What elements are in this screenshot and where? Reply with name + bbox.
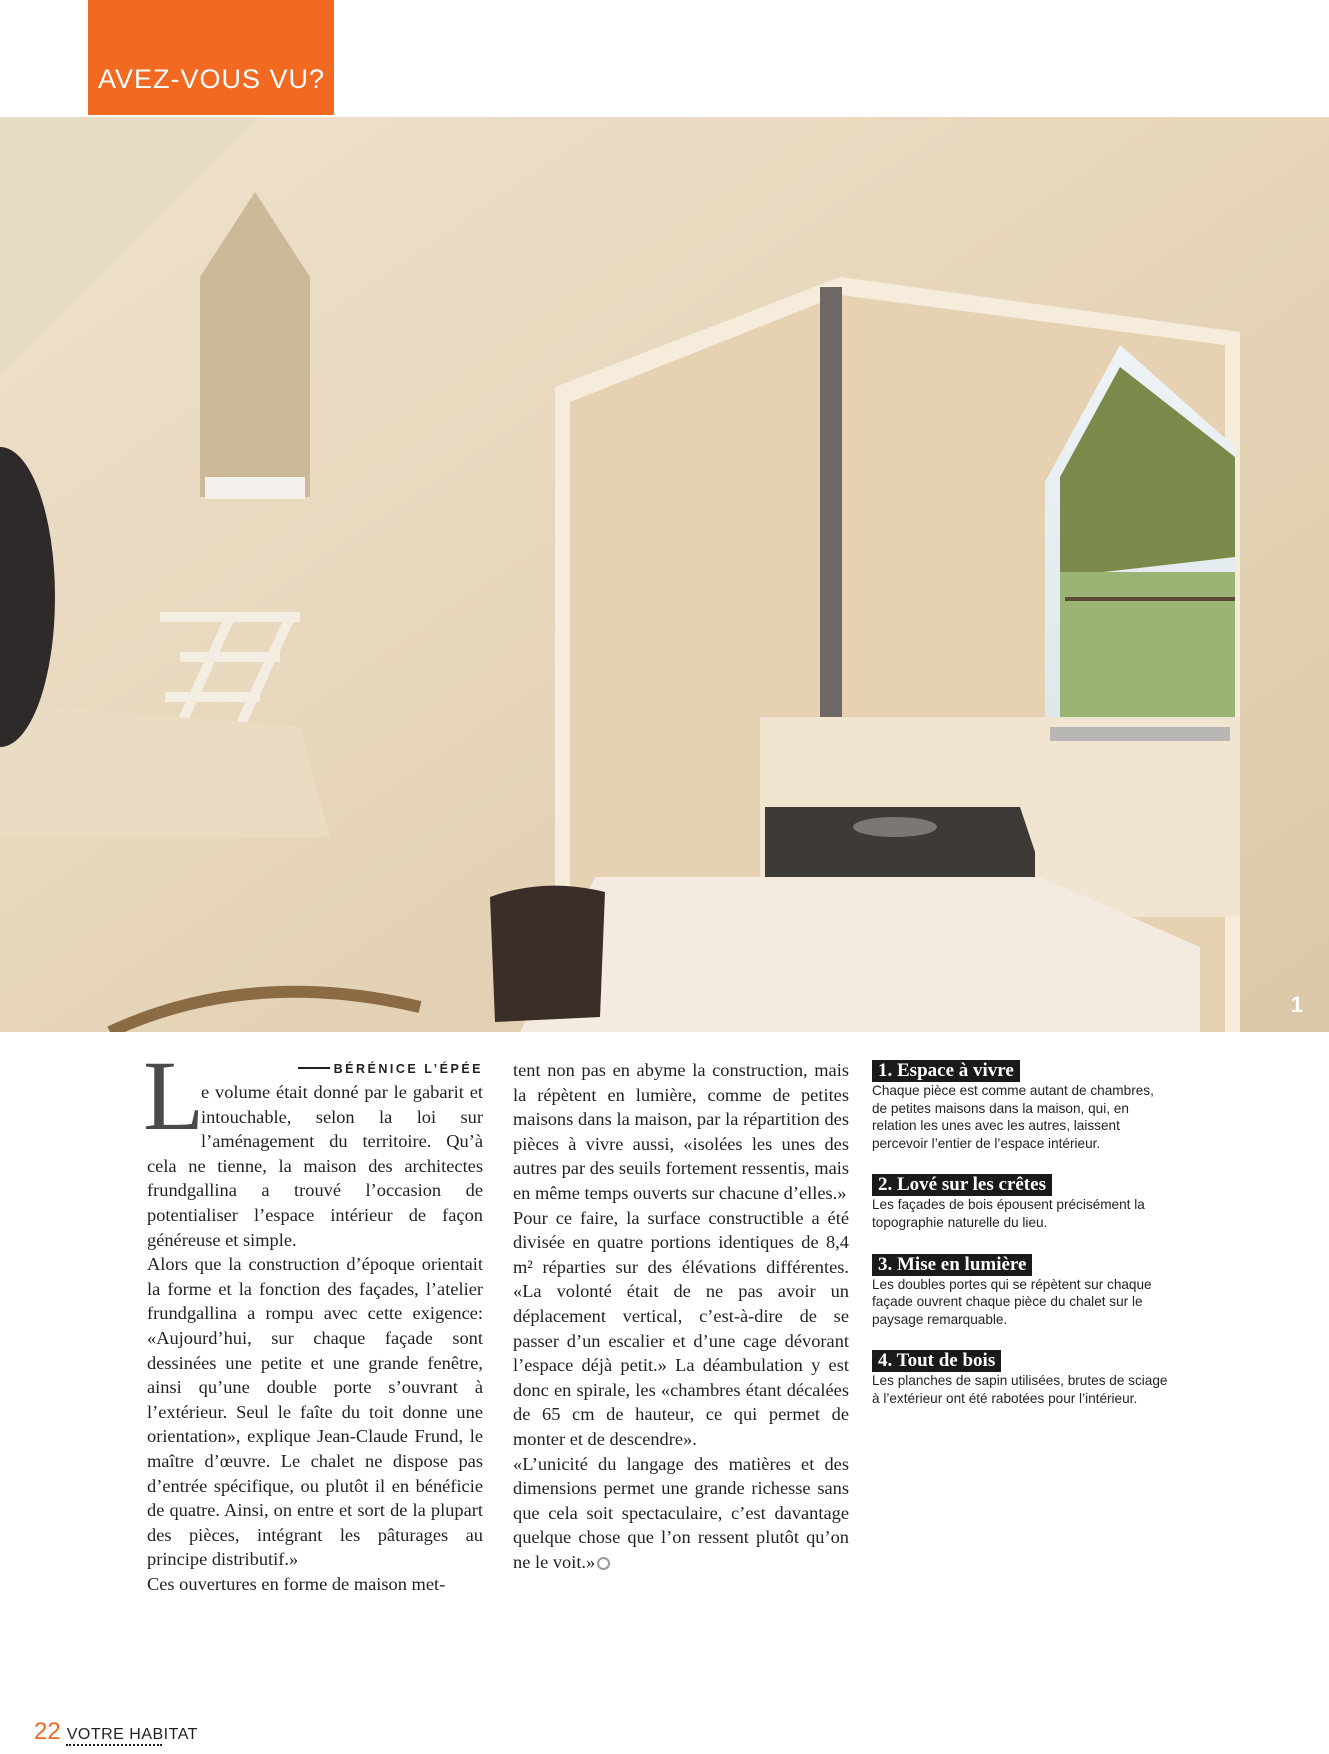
article-closing-text: «L’unicité du langage des matières et des dimensions permet une grande richesse sans que cela soit spectaculaire, c’est davantage quelque chose que l’on ressent plutôt qu’on ne le voit.» [513, 1453, 849, 1572]
end-mark-icon [597, 1557, 610, 1570]
caption-sidebar [872, 1060, 1172, 1430]
author-name: BÉRÉNICE L’ÉPÉE [333, 1062, 483, 1076]
caption-title: 4. Tout de bois [872, 1350, 1001, 1372]
caption-item [872, 1174, 1172, 1231]
article-paragraph: Ces ouvertures en forme de maison met- [147, 1573, 446, 1594]
dropcap: L [143, 1040, 205, 1151]
caption-item [872, 1350, 1172, 1407]
photo-number: 1 [1290, 992, 1303, 1017]
article-paragraph: tent non pas en abyme la construction, mais la répètent en lumière, comme de petites maisons dans la maison, par la répartition des pièces à vivre aussi, «isolées les unes des autres par des seuils fortement ressentis, mais en même temps ouverts sur chacune d’elles.» [513, 1060, 849, 1203]
byline-arrow-icon [298, 1067, 330, 1069]
caption-title: 2. Lové sur les crêtes [872, 1174, 1052, 1196]
article-paragraph [513, 1452, 849, 1575]
caption-text: Les façades de bois épousent précisément la topographie naturelle du lieu. [872, 1197, 1145, 1230]
page-footer [34, 1718, 198, 1746]
magazine-name: VOTRE HABITAT [66, 1726, 198, 1743]
page-number: 22 [34, 1718, 61, 1745]
caption-title: 3. Mise en lumière [872, 1254, 1032, 1276]
chalet-interior-photo [0, 117, 1329, 1032]
caption-item [872, 1060, 1172, 1152]
article-column-2 [513, 1058, 849, 1574]
photo-illustration [0, 117, 1329, 1032]
footer-dotted-rule [66, 1744, 162, 1746]
article-column-1 [143, 1040, 483, 1596]
article-paragraph: e volume était donné par le gabarit et intouchable, selon la loi sur l’aménagement du territoire. Qu’à cela ne tienne, la maison des architectes frundgallina a trouvé l’occasion de potentialiser l’espace intérieur de façon généreuse et simple. [147, 1082, 483, 1250]
caption-title: 1. Espace à vivre [872, 1060, 1020, 1082]
article-paragraph: Pour ce faire, la surface constructible a été divisée en quatre portions identiques de 8,4 m² réparties sur des élévations différentes. «La volonté était de ne pas avoir un déplacement vertical, c’est-à-dire de se passer d’un escalier et d’une cage dévorant l’espace déjà petit.» La déambulation y est donc en spirale, les «chambres étant décalées de 65 cm de hauteur, ce qui permet de monter et de descendre». [513, 1207, 849, 1449]
article-paragraph: Alors que la construction d’époque orientait la forme et la fonction des façades, l’atelier frundgallina a rompu avec cette exigence: «Aujourd’hui, sur chaque façade sont dessinées une petite et une grande fenêtre, ainsi qu’une double porte s’ouvrant à l’extérieur. Seul le faîte du toit donne une orientation», explique Jean-Claude Frund, le maître d’œuvre. Le chalet ne dispose pas d’entrée spécifique, ou plutôt il en bénéficie de quatre. Ainsi, on entre et sort de la plupart des pièces, intégrant les pâturages au principe distributif.» [147, 1254, 483, 1570]
rubric-label: AVEZ-VOUS VU? [88, 0, 334, 115]
caption-text: Chaque pièce est comme autant de chambres, de petites maisons dans la maison, qui, en relation les unes avec les autres, laissent percevoir l’entier de l’espace intérieur. [872, 1083, 1154, 1151]
caption-text: Les planches de sapin utilisées, brutes de sciage à l’extérieur ont été rabotées pour l’intérieur. [872, 1373, 1168, 1406]
caption-item [872, 1254, 1172, 1329]
caption-text: Les doubles portes qui se répètent sur chaque façade ouvrent chaque pièce du chalet sur le paysage remarquable. [872, 1276, 1152, 1327]
